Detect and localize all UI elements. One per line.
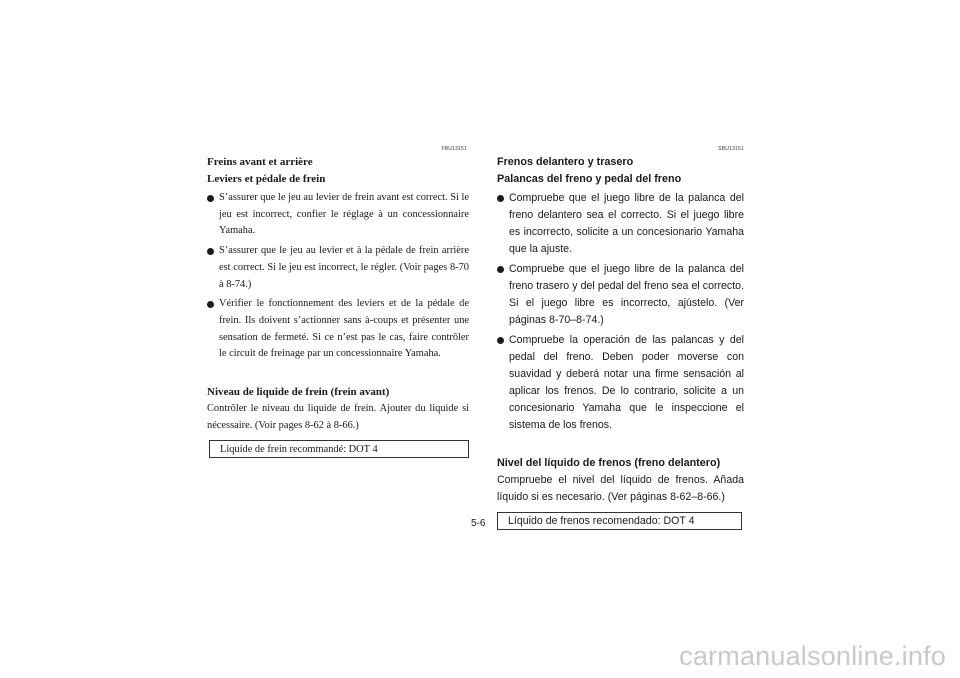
list-item (207, 243, 469, 293)
list-item-text: Compruebe que el juego libre de la palanca del freno trasero y del pedal del freno sea el correcto. Si el juego libre es incorrecto, ajústelo. (Ver páginas 8-70–8-74.) (509, 263, 744, 326)
french-column (207, 146, 469, 458)
list-item-text: S’assurer que le jeu au levier de frein avant est correct. Si le jeu est incorrect, confier le réglage à un concessionnaire Yamaha. (219, 192, 469, 237)
section-subtitle: Palancas del freno y pedal del freno (497, 173, 682, 185)
bullet-icon (207, 195, 214, 202)
list-item (207, 190, 469, 240)
bullet-icon (497, 195, 504, 202)
section-paragraph: Compruebe el nivel del líquido de frenos. Añada líquido si es necesario. (Ver páginas 8-62–8-66.) (497, 474, 744, 503)
list-item (207, 296, 469, 363)
page-number: 5-6 (471, 518, 486, 529)
list-item-text: Compruebe que el juego libre de la palanca del freno delantero sea el correcto. Si el juego libre es incorrecto, solicite a un concesionario Yamaha que la ajuste. (509, 192, 744, 255)
spanish-column (497, 146, 744, 530)
list-item-text: S’assurer que le jeu au levier et à la pédale de frein arrière est correct. Si le jeu est incorrect, le régler. (Voir pages 8-70 à 8-74.) (219, 245, 469, 290)
bullet-icon (207, 301, 214, 308)
bullet-icon (497, 337, 504, 344)
section-heading: Nivel del líquido de frenos (freno delantero) (497, 457, 721, 469)
spec-box: Líquido de frenos recomendado: DOT 4 (497, 512, 742, 530)
list-item (497, 261, 744, 329)
bullet-icon (497, 266, 504, 273)
section-title: Freins avant et arrière (207, 156, 313, 168)
section-heading: Niveau de liquide de frein (frein avant) (207, 386, 390, 399)
bullet-icon (207, 248, 214, 255)
list-item (497, 332, 744, 434)
section-code: FBU13151 (441, 146, 467, 152)
section-paragraph: Contrôler le niveau du liquide de frein. Ajouter du liquide si nécessaire. (Voir pages 8-62 à 8-66.) (207, 403, 469, 431)
bullet-list (207, 190, 469, 363)
bullet-list (497, 190, 744, 434)
list-item (497, 190, 744, 258)
section-title: Frenos delantero y trasero (497, 156, 634, 168)
list-item-text: Vérifier le fonctionnement des leviers et de la pédale de frein. Ils doivent s’actionner sans à-coups et présenter une sensation de fermeté. Si ce n’est pas le cas, faire contrôler le circuit de freinage par un concessionnaire Yamaha. (219, 298, 469, 360)
spec-box: Liquide de frein recommandé: DOT 4 (209, 440, 469, 458)
watermark: carmanualsonline.info (679, 641, 946, 671)
list-item-text: Compruebe la operación de las palancas y del pedal del freno. Deben poder moverse con suavidad y deberá notar una firme sensación al aplicar los frenos. De lo contrario, solicite a un concesionario Yamaha que le inspeccione el sistema de los frenos. (509, 334, 744, 431)
section-subtitle: Leviers et pédale de frein (207, 173, 326, 185)
section-code: SBU13151 (718, 146, 744, 152)
